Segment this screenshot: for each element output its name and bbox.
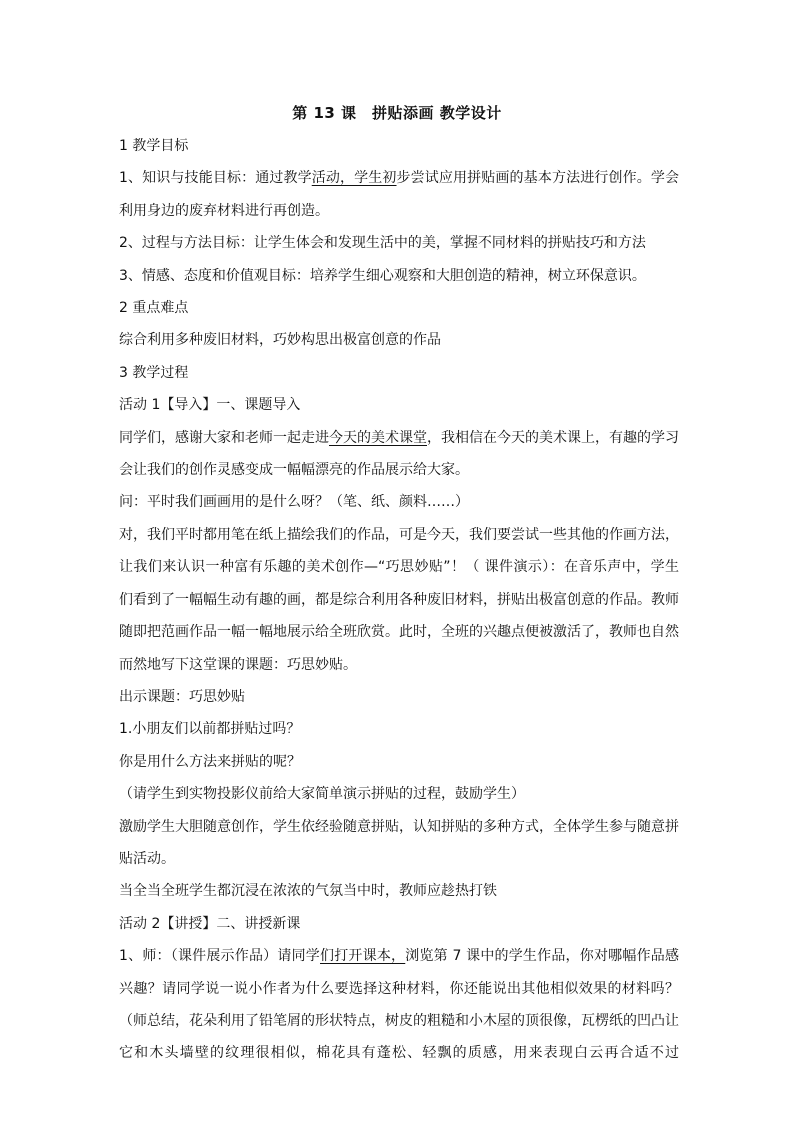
heading-teaching-process: 3 教学过程 xyxy=(119,364,189,381)
activity-heading: 活动 1【导入】一、课题导入 xyxy=(119,397,301,414)
paragraph-line: 它和木头墙壁的纹理很相似，棉花具有蓬松、轻飘的质感，用来表现白云再合适不过 xyxy=(119,1045,679,1062)
text-run: 同学们，感谢大家和老师一起走进 xyxy=(119,429,329,446)
paragraph-line: 出示课题：巧思妙贴 xyxy=(119,688,245,705)
text-run: ，我相信在今天的美术课上，有趣的学习 xyxy=(427,429,679,446)
document-body xyxy=(119,130,679,1070)
paragraph-line xyxy=(119,940,679,972)
paragraph-line: 你是用什么方法来拼贴的呢？ xyxy=(119,753,301,770)
document-title: 第 13 课 拼贴添画 教学设计 xyxy=(292,104,502,122)
paragraph-line: 2、过程与方法目标：让学生体会和发现生活中的美，掌握不同材料的拼贴技巧和方法 xyxy=(119,235,646,252)
paragraph-line: 3、情感、态度和价值观目标：培养学生细心观察和大胆创造的精神，树立环保意识。 xyxy=(119,267,646,284)
paragraph-line: 激励学生大胆随意创作，学生依经验随意拼贴，认知拼贴的多种方式，全体学生参与随意拼 xyxy=(119,818,679,835)
heading-teaching-goals: 1 教学目标 xyxy=(119,138,189,154)
underlined-text: 活动，学生初 xyxy=(311,170,397,187)
paragraph-line: （师总结，花朵利用了铅笔屑的形状特点，树皮的粗糙和小木屋的顶很像，瓦楞纸的凹凸让 xyxy=(119,1012,679,1029)
text-run: 1、知识与技能目标：通过教学 xyxy=(119,170,312,187)
paragraph-line: 综合利用多种废旧材料，巧妙构思出极富创意的作品 xyxy=(119,332,441,349)
paragraph-line: 利用身边的废弃材料进行再创造。 xyxy=(119,202,329,219)
paragraph-line: 当全当全班学生都沉浸在浓浓的气氛当中时，教师应趁热打铁 xyxy=(119,883,497,900)
paragraph-line: 对，我们平时都用笔在纸上描绘我们的作品，可是今天，我们要尝试一些其他的作画方法， xyxy=(119,526,679,543)
paragraph-line xyxy=(119,162,679,194)
paragraph-line: 让我们来认识一种富有乐趣的美术创作—“巧思妙贴”！（ 课件演示）：在音乐声中，学生 xyxy=(119,559,679,576)
paragraph-line: 兴趣？请同学说一说小作者为什么要选择这种材料，你还能说出其他相似效果的材料吗？ xyxy=(119,980,679,997)
text-run: 浏览第 7 课中的学生作品，你对哪幅作品感 xyxy=(405,948,679,965)
underlined-text: 今天的美术课堂 xyxy=(329,429,427,446)
paragraph-line: 1.小朋友们以前都拼贴过吗？ xyxy=(119,721,301,738)
paragraph-line: 贴活动。 xyxy=(119,850,175,867)
paragraph-line: （请学生到实物投影仪前给大家简单演示拼贴的过程，鼓励学生） xyxy=(119,786,525,803)
paragraph-line: 们看到了一幅幅生动有趣的画，都是综合利用各种废旧材料，拼贴出极富创意的作品。教师 xyxy=(119,591,679,608)
paragraph-line: 会让我们的创作灵感变成一幅幅漂亮的作品展示给大家。 xyxy=(119,462,469,479)
paragraph-line: 问：平时我们画画用的是什么呀？（笔、纸、颜料……） xyxy=(119,494,469,511)
text-run: 1、师：（课件展示作品）请同学 xyxy=(119,948,321,965)
text-run: 步尝试应用拼贴画的基本方法进行创作。学会 xyxy=(396,170,679,187)
paragraph-line: 随即把范画作品一幅一幅地展示给全班欣赏。此时，全班的兴趣点便被激活了，教师也自然 xyxy=(119,624,679,641)
paragraph-line xyxy=(119,422,679,454)
underlined-text: 们打开课本， xyxy=(320,948,406,965)
activity-heading: 活动 2【讲授】二、讲授新课 xyxy=(119,915,301,932)
heading-key-difficulties: 2 重点难点 xyxy=(119,300,189,317)
paragraph-line: 而然地写下这堂课的课题：巧思妙贴。 xyxy=(119,656,357,673)
